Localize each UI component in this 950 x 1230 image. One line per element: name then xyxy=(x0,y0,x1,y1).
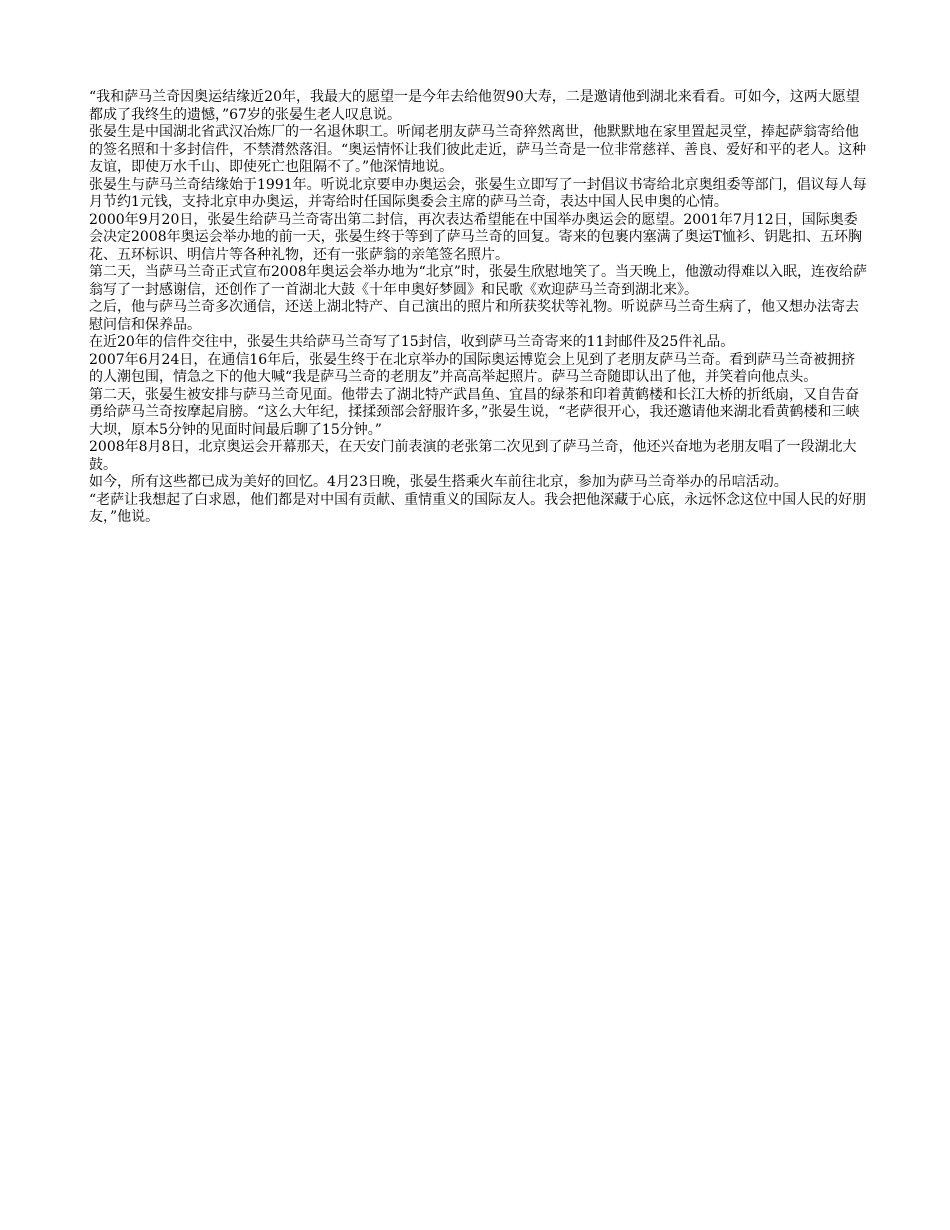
document-body xyxy=(89,89,869,527)
paragraph-4: 2000年9月20日，张晏生给萨马兰奇寄出第二封信，再次表达希望能在中国举办奥运会的愿望。2001年7月12日，国际奥委会决定2008年奥运会举办地的前一天，张晏生终于等到了萨马兰奇的回复。寄来的包裹内塞满了奥运T恤衫、钥匙扣、五环胸花、五环标识、明信片等各种礼物，还有一张萨翁的亲笔签名照片。 xyxy=(89,211,862,263)
paragraph-12: “老萨让我想起了白求恩，他们都是对中国有贡献、重情重义的国际友人。我会把他深藏于心底，永远怀念这位中国人民的好朋友，”他说。 xyxy=(89,491,867,525)
paragraph-5: 第二天，当萨马兰奇正式宣布2008年奥运会举办地为“北京”时，张晏生欣慰地笑了。当天晚上，他激动得难以入眠，连夜给萨翁写了一封感谢信，还创作了一首湖北大鼓《十年申奥好梦圆》和民歌《欢迎萨马兰奇到湖北来》。 xyxy=(89,264,867,298)
paragraph-3: 张晏生与萨马兰奇结缘始于1991年。听说北京要申办奥运会，张晏生立即写了一封倡议书寄给北京奥组委等部门，倡议每人每月节约1元钱，支持北京申办奥运，并寄给时任国际奥委会主席的萨马兰奇，表达中国人民申奥的心情。 xyxy=(89,176,867,210)
paragraph-11: 如今，所有这些都已成为美好的回忆。4月23日晚，张晏生搭乘火车前往北京，参加为萨马兰奇举办的吊唁活动。 xyxy=(89,474,788,490)
paragraph-2: 张晏生是中国湖北省武汉冶炼厂的一名退休职工。听闻老朋友萨马兰奇猝然离世，他默默地在家里置起灵堂，捧起萨翁寄给他的签名照和十多封信件，不禁潸然落泪。“奥运情怀让我们彼此走近，萨马兰奇是一位非常慈祥、善良、爱好和平的老人。这种友谊，即使万水千山、即使死亡也阻隔不了。”他深情地说。 xyxy=(89,124,867,175)
paragraph-8: 2007年6月24日，在通信16年后，张晏生终于在北京举办的国际奥运博览会上见到了老朋友萨马兰奇。看到萨马兰奇被拥挤的人潮包围，情急之下的他大喊“我是萨马兰奇的老朋友”并高高举起照片。萨马兰奇随即认出了他，并笑着向他点头。 xyxy=(89,351,856,385)
paragraph-10: 2008年8月8日，北京奥运会开幕那天，在天安门前表演的老张第二次见到了萨马兰奇，他还兴奋地为老朋友唱了一段湖北大鼓。 xyxy=(89,439,857,473)
paragraph-6: 之后，他与萨马兰奇多次通信，还送上湖北特产、自己演出的照片和所获奖状等礼物。听说萨马兰奇生病了，他又想办法寄去慰问信和保养品。 xyxy=(89,299,859,333)
paragraph-1: “我和萨马兰奇因奥运结缘近20年，我最大的愿望一是今年去给他贺90大寿，二是邀请他到湖北来看看。可如今，这两大愿望都成了我终生的遗憾，”67岁的张晏生老人叹息说。 xyxy=(89,89,860,123)
paragraph-7: 在近20年的信件交往中，张晏生共给萨马兰奇写了15封信，收到萨马兰奇寄来的11封邮件及25件礼品。 xyxy=(89,334,735,350)
paragraph-9: 第二天，张晏生被安排与萨马兰奇见面。他带去了湖北特产武昌鱼、宜昌的绿茶和印着黄鹤楼和长江大桥的折纸扇，又自告奋勇给萨马兰奇按摩起肩膀。“这么大年纪，揉揉颈部会舒服许多，”张晏生说，“老萨很开心，我还邀请他来湖北看黄鹤楼和三峡大坝，原本5分钟的见面时间最后聊了15分钟。” xyxy=(89,386,860,438)
